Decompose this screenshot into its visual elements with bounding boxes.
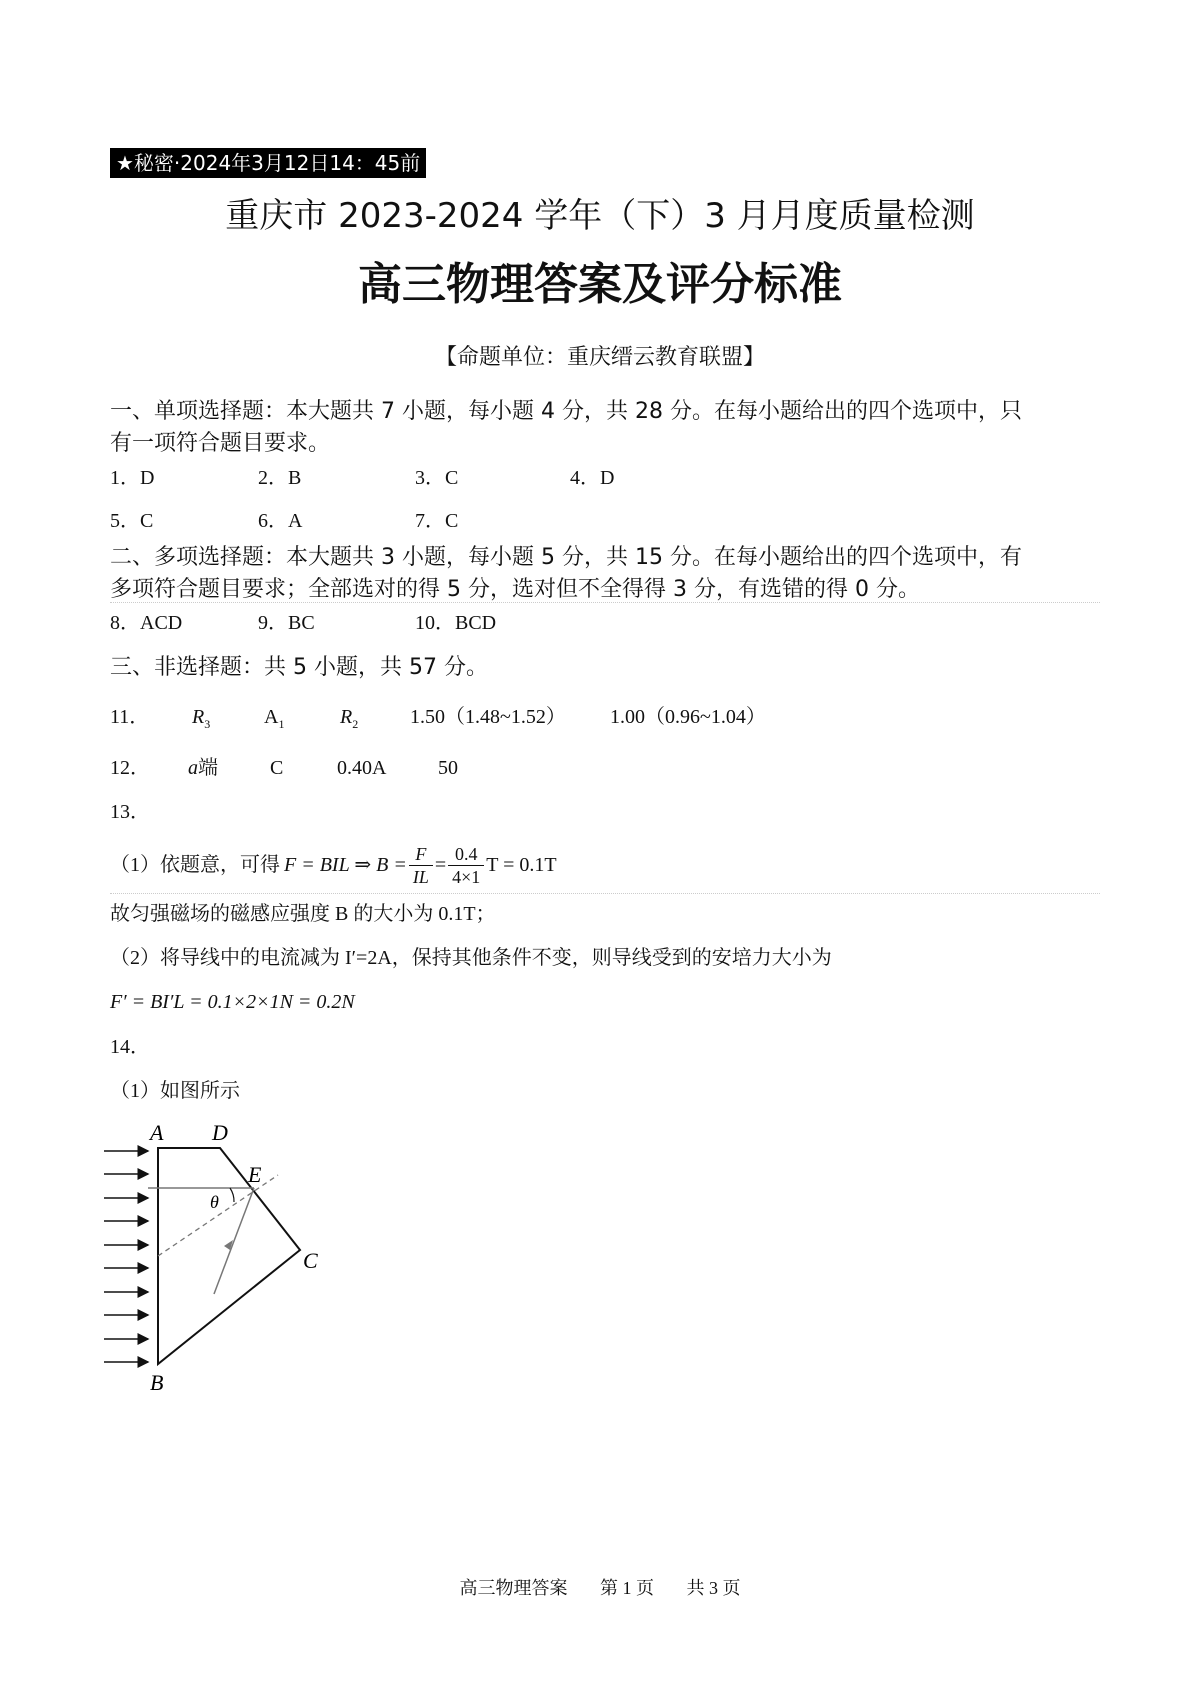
footer-name: 高三物理答案 xyxy=(459,1578,568,1598)
label-theta: θ xyxy=(210,1192,219,1212)
section2-heading-line2: 多项符合题目要求；全部选对的得 5 分，选对但不全得得 3 分，有选错的得 0 分。 xyxy=(110,577,920,602)
answer-6: 6．A xyxy=(258,510,303,532)
answer-3: 3．C xyxy=(415,467,459,489)
answer-2: 2．B xyxy=(258,467,302,489)
section1-heading-line1: 一、单项选择题：本大题共 7 小题，每小题 4 分，共 28 分。在每小题给出的四个选项中，只 xyxy=(110,399,1022,424)
label-D: D xyxy=(212,1120,228,1145)
section1-heading xyxy=(110,396,1100,460)
section1-answers-row1 xyxy=(110,464,710,494)
prism-diagram xyxy=(100,1118,340,1400)
answer-7: 7．C xyxy=(415,510,459,532)
q11-answer-r: 1.00（0.96~1.04） xyxy=(610,706,766,728)
q14-part1: （1）如图所示 xyxy=(110,1080,240,1102)
section3-heading: 三、非选择题：共 5 小题，共 57 分。 xyxy=(110,655,488,680)
page-footer xyxy=(0,1574,1200,1600)
secret-badge: ★秘密·2024年3月12日14：45前 xyxy=(110,148,426,178)
answer-5: 5．C xyxy=(110,510,154,532)
incident-light-arrows xyxy=(104,1151,148,1362)
reflected-ray xyxy=(214,1188,254,1294)
footer-page: 第 1 页 xyxy=(600,1578,654,1598)
exam-title: 重庆市 2023-2024 学年（下）3 月月度质量检测 xyxy=(225,196,975,236)
section2-heading xyxy=(110,542,1100,606)
q13-part1-prefix: （1）依题意，可得 xyxy=(110,854,280,876)
q11-row xyxy=(110,703,910,735)
q12-answer-a: a端 xyxy=(188,757,218,779)
q13-fraction-2: $\frac{0.4}{4\times 1}$ xyxy=(448,843,484,888)
divider xyxy=(110,602,1100,603)
q12-answer-c: 0.40A xyxy=(337,757,387,779)
q12-number: 12． xyxy=(110,757,150,779)
q13-part2-equation: F′ = BI′L = 0.1×2×1N = 0.2N xyxy=(110,991,355,1013)
q12-answer-b: C xyxy=(270,757,284,779)
label-B: B xyxy=(150,1370,164,1395)
q14-number: 14． xyxy=(110,1036,150,1058)
answer-10: 10．BCD xyxy=(415,612,497,634)
angle-arc xyxy=(230,1188,234,1202)
q13-fraction-1: $\frac{F}{IL}$ xyxy=(409,843,433,888)
q13-part1 xyxy=(110,840,557,890)
answer-title: 高三物理答案及评分标准 xyxy=(358,259,842,310)
footer-total: 共 3 页 xyxy=(686,1578,741,1598)
normal-line xyxy=(158,1175,278,1256)
answer-1: 1．D xyxy=(110,467,155,489)
section2-heading-line1: 二、多项选择题：本大题共 3 小题，每小题 5 分，共 15 分。在每小题给出的四个选项中，有 xyxy=(110,545,1022,570)
answer-9: 9．BC xyxy=(258,612,315,634)
q12-answer-d: 50 xyxy=(438,757,458,779)
label-C: C xyxy=(303,1248,318,1273)
q13-equals: = xyxy=(434,854,447,876)
answer-8: 8．ACD xyxy=(110,612,183,634)
section1-heading-line2: 有一项符合题目要求。 xyxy=(110,431,331,456)
label-A: A xyxy=(150,1120,164,1145)
q11-answer-a1: $A_1$ xyxy=(264,706,285,731)
q13-number: 13． xyxy=(110,801,150,823)
section1-answers-row2 xyxy=(110,507,710,537)
section2-answers xyxy=(110,609,710,639)
q11-answer-emf: 1.50（1.48~1.52） xyxy=(410,706,566,728)
author-unit: 【命题单位：重庆缙云教育联盟】 xyxy=(434,345,765,370)
answer-4: 4．D xyxy=(570,467,615,489)
q11-answer-r2: $R_2$ xyxy=(340,706,359,731)
q11-answer-r3: $R_3$ xyxy=(192,706,211,731)
q13-part1-result: T = 0.1T xyxy=(486,854,557,876)
divider xyxy=(110,893,1100,894)
q13-conclusion: 故匀强磁场的磁感应强度 B 的大小为 0.1T； xyxy=(110,903,496,925)
q13-part1-eq: F = BIL ⇒ B = xyxy=(284,854,407,876)
q11-number: 11． xyxy=(110,706,150,728)
q13-part2: （2）将导线中的电流减为 I′=2A，保持其他条件不变，则导线受到的安培力大小为 xyxy=(110,947,832,969)
q12-row xyxy=(110,754,910,786)
label-E: E xyxy=(248,1162,262,1187)
